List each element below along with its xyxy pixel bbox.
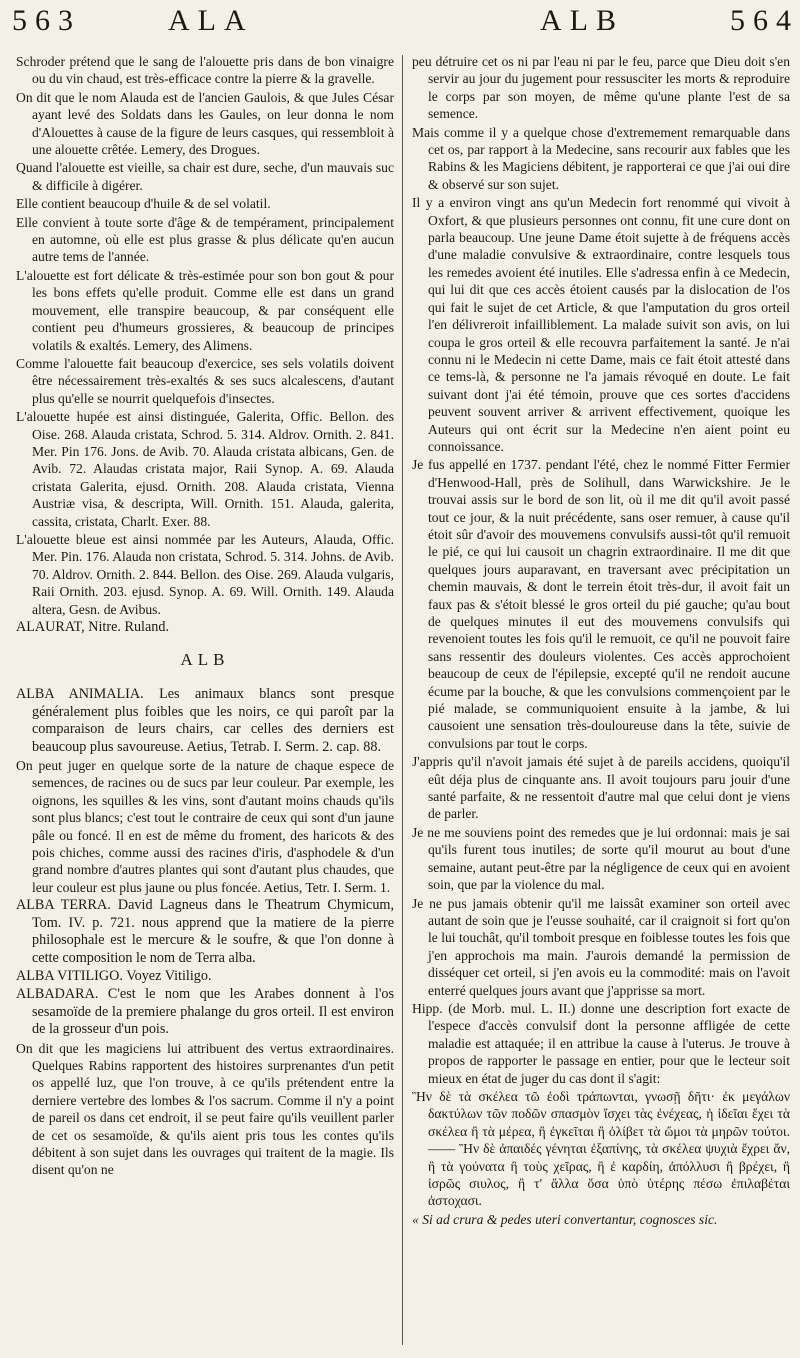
paragraph: Je ne me souviens point des remedes que je lui ordonnai: mais je sai qu'ils furent tous inutiles; de sorte qu'il mourut au bout d'une semaine, autant peut-être par la négligence de ceux qui en avoient soin, que par la violence du mal.: [412, 824, 790, 893]
paragraph: On dit que le nom Alauda est de l'ancien Gaulois, & que Jules César ayant levé des Soldats dans les Gaules, on leur donna le nom d'Alouettes à cause de la figure de leurs casques, qui ressembloit à une alouette crêtée. Lemery, des Drogues.: [16, 89, 394, 158]
entry-alba-vitiligo: ALBA VITILIGO. Voyez Vitiligo.: [16, 967, 212, 984]
left-column: [16, 53, 394, 1353]
paragraph: Mais comme il y a quelque chose d'extremement remarquable dans cet os, par rapport à la Medecine, sans recourir aux fables que les Rabins & les Magiciens débitent, je rapporterai ce que j'ai oui dire & observé sur son sujet.: [412, 124, 790, 192]
paragraph: Hipp. (de Morb. mul. L. II.) donne une description fort exacte de l'espece d'accès convulsif dont la personne affligée de cette maladie est attaquée; il en attribue la cause à l'uterus. Je trouve à propos de rapporter le passage en entier, pour que le lecteur soit mieux en état de juger du cas dont il s'agit:: [412, 1000, 790, 1086]
paragraph: On dit que les magiciens lui attribuent des vertus extraordinaires. Quelques Rabins rapportent des histoires surprenantes d'un petit os appellé luz, que l'on trouve, à ce qu'ils prétendent entre la derniere vertebre des lombes & l'os sacrum. Comme il n'y a point de pareil os dans cet endroit, il se peut faire qu'ils veuillent parler de cet os sesamoïde, & qu'ils aient pris tous les contes qu'ils débitent à son sujet dans les ouvrages qui traitent de la magie. Ils disent qu'on ne: [16, 1040, 394, 1178]
page-number-right: 564: [730, 4, 799, 37]
entry-alba-terra: ALBA TERRA. David Lagneus dans le Theatrum Chymicum, Tom. IV. p. 721. nous apprend que la matiere de la pierre philosophale est le mercure & le soufre, & que l'on donne à cette composition le nom de Terra alba.: [16, 897, 394, 966]
entry-alba-animalia: ALBA ANIMALIA. Les animaux blancs sont presque généralement plus foibles que les noirs, ce qui paroît par la comparaison de leurs chairs, car celles des derniers est beaucoup plus savoureuse. Aetius, Tetrab. I. Serm. 2. cap. 88.: [16, 686, 394, 755]
paragraph: L'alouette est fort délicate & très-estimée pour son bon gout & pour les bons effets qu'elle produit. Comme elle est dans un grand mouvement, elle transpire beaucoup, & par conséquent elle contient peu d'humeurs grossieres, & beaucoup de principes volatils & exaltés. Lemery, des Alimens.: [16, 267, 394, 353]
column-divider: [402, 55, 403, 1345]
right-column: [412, 53, 790, 1353]
running-head-left: ALA: [168, 4, 254, 37]
paragraph: peu détruire cet os ni par l'eau ni par le feu, parce que Dieu doit s'en servir au jour du jugement pour ressusciter les morts & reproduire le corps par son moyen, de même qu'une plante l'est de sa semence.: [412, 54, 790, 122]
entry-albadara: ALBADARA. C'est le nom que les Arabes donnent à l'os sesamoïde de la premiere phalange du gros orteil. Il est environ de la grosseur d'un pois.: [16, 986, 394, 1038]
paragraph: J'appris qu'il n'avoit jamais été sujet à de pareils accidens, quoiqu'il eût déja plus de cinquante ans. Il avoit toujours paru jouir d'une santé parfaite, & ne ressentoit d'autre mal que celui dont je viens de parler.: [412, 754, 790, 822]
running-head-right: ALB: [540, 4, 624, 37]
paragraph: On peut juger en quelque sorte de la nature de chaque espece de semences, de racines ou de sucs par leur couleur. Par exemple, les oignons, les squilles & les vins, sont d'autant moins chauds qu'ils sont plus blancs; c'est tout le contraire de ceux qui sont d'un jaune pâle ou foncé. Il en est de même du froment, des haricots & des pois chiches, comme aussi des racines d'iris, d'asphodele & d'un grand nombre d'autres plantes qui sont d'autant plus chaudes, que leur couleur est plus jaune ou plus foncée. Aetius, Tetr. I. Serm. 1.: [16, 758, 394, 895]
paragraph: Elle convient à toute sorte d'âge & de tempérament, principalement en automne, où elle est plus grasse & plus délicate qu'en aucun autre tems de l'année.: [16, 214, 394, 265]
paragraph: Je fus appellé en 1737. pendant l'été, chez le nommé Fitter Fermier d'Henwood-Hall, près de Solihull, dans Warwickshire. Je le trouvai assis sur le bord de son lit, où il me dit qu'il avoit passé tout ce jour, & la nuit précédente, sans oser remuer, à cause qu'il étoit sûr d'avoir des mouvemens convulsifs aussi-tôt qu'il remuoit le pié, ce qui lui causoit un chagrin extraordinaire. Il me dit que quelques jours auparavant, en traversant avec précipitation un chemin mauvais, & dont le terrein étoit très-dur, il avoit fait un faux pas & s'étoit blessé le gros orteil du pié gauche; qu'au bout de quelques minutes il eut des mouvemens convulsifs qui revenoient toutes les fois qu'il le remuoit, ce qu'il ne pouvoit faire sans ressentir des douleurs violentes. Ces accès approchoient beaucoup de ceux de l'épilepsie, excepté qu'il ne rendoit aucune écume par la bouche, & que les convulsions commençoient par le pié malade, se communiquoient ensuite à la jambe, & lui causoient une sensation très-douloureuse dans la tête, suivie de convulsions par tout le corps.: [412, 457, 790, 751]
page-number-left: 563: [12, 4, 81, 37]
paragraph: Il y a environ vingt ans qu'un Medecin fort renommé qui vivoit à Oxfort, & que plusieurs personnes ont connu, fit une cure dont on parla beaucoup. Une jeune Dame étoit sujette à de fréquens accès d'une maladie convulsive & extraordinaire, contre lesquels tous les remedes avoient été inutiles. Elle s'adressa enfin à ce Medecin, qui lui dit que ces accès étoient causés par la dislocation de l'os qui fait le sujet de cet Article, & que l'amputation du gros orteil l'en délivreroit infailliblement. La malade suivit son avis, on lui coupa le gros orteil & elle recouvra parfaitement la santé. Je n'ai connu ni le Medecin ni cette Dame, mais ce fait étoit attesté dans ce tems-là, & personne ne l'a jamais révoqué en doute. Le fait suivant dont j'ai été témoin, prouve que ces sortes d'accidens peuvent souvent arriver & arrivent effectivement, quoique les Auteurs qui ont écrit sur la Medecine n'en aient point eu connoissance.: [412, 195, 790, 454]
paragraph: Elle contient beaucoup d'huile & de sel volatil.: [16, 196, 271, 212]
paragraph: Quand l'alouette est vieille, sa chair est dure, seche, d'un mauvais suc & difficile à digérer.: [16, 160, 394, 193]
footnote-line: « Si ad crura & pedes uteri convertantur, cognosces sic.: [412, 1211, 718, 1227]
greek-quotation: Ἢν δὲ τὰ σκέλεα τῶ ἐοδὶ τράπωνται, γνωσῇ δῆτι· ἐκ μεγάλων δακτύλων τῶν ποδῶν σπασμὸν ἴσχει τὰς ἐνέχεας, ἡ ἰδεῖαι ἕχει τὰ σκέλεα ἢ τὰ μέρεα, ἢ ἐγκεῖται ἢ ὀλίβετ τὰ ὤμοι τὰ μηρῶν τούτοι. —— Ἢν δὲ ἀπαιδές γένηται ἐξαπίνης, τὰ σκέλεα ψυχιὰ ἔχρει ἄν, ἢ τὰ γούνατα ἢ τοὺς χεῖρας, ἢ ἐ καρδίη, ἀπόλλυσι ἢ βρέχει, ἢ ἰσρῶς σιυλος, ἢ τ' ἄλλα ὅσα ὑπὸ ὑτέρης πέσω ἐπιλαβέται ἀστοχασι.: [412, 1088, 790, 1209]
paragraph: L'alouette hupée est ainsi distinguée, Galerita, Offic. Bellon. des Oise. 268. Alauda cristata, Schrod. 5. 314. Aldrov. Ornith. 2. 841. Mer. Pin 176. Jons. de Avib. 70. Alauda cristata albicans, Gen. de Avib. 72. Alaudas cristata major, Raii Synop. A. 69. Alauda cristata Galerita, ejusd. Ornith. 208. Alauda cristata, Vienna Austriæ visa, & descripta, Will. Ornith. 151. Alauda, galerita, cassita, cristata, Charlt. Exer. 88.: [16, 409, 394, 529]
section-heading: ALB: [180, 650, 230, 670]
paragraph: Schroder prétend que le sang de l'alouette pris dans de bon vinaigre ou du vin chaud, est très-efficace contre la pierre & la gravelle.: [16, 54, 394, 87]
paragraph: L'alouette bleue est ainsi nommée par les Auteurs, Alauda, Offic. Mer. Pin. 176. Alauda non cristata, Schrod. 5. 314. Johns. de Avib. 70. Aldrov. Ornith. 2. 844. Bellon. des Oise. 269. Alauda vulgaris, Raii Ornith. 203. ejusd. Synop. A. 69. Will. Ornith. 149. Alauda altera, Gesn. de Avibus.: [16, 531, 394, 617]
entry-alaurat: ALAURAT, Nitre. Ruland.: [16, 619, 170, 635]
paragraph: Comme l'alouette fait beaucoup d'exercice, ses sels volatils doivent être nécessairement très-exaltés & ses sucs alcalescens, d'autant plus qu'elle se nourrit quelquefois d'insectes.: [16, 355, 394, 406]
paragraph: Je ne pus jamais obtenir qu'il me laissât examiner son orteil avec autant de soin que je l'eusse souhaité, car il craignoit si fort qu'on le lui touchât, qu'il tomboit presque en foiblesse toutes les fois que j'en approchois ma main. J'aurois demandé la permission de disséquer cet orteil, si j'en avois eu la commodité: mais on l'avoit enterré quelques jours avant que j'apprisse sa mort.: [412, 895, 790, 998]
